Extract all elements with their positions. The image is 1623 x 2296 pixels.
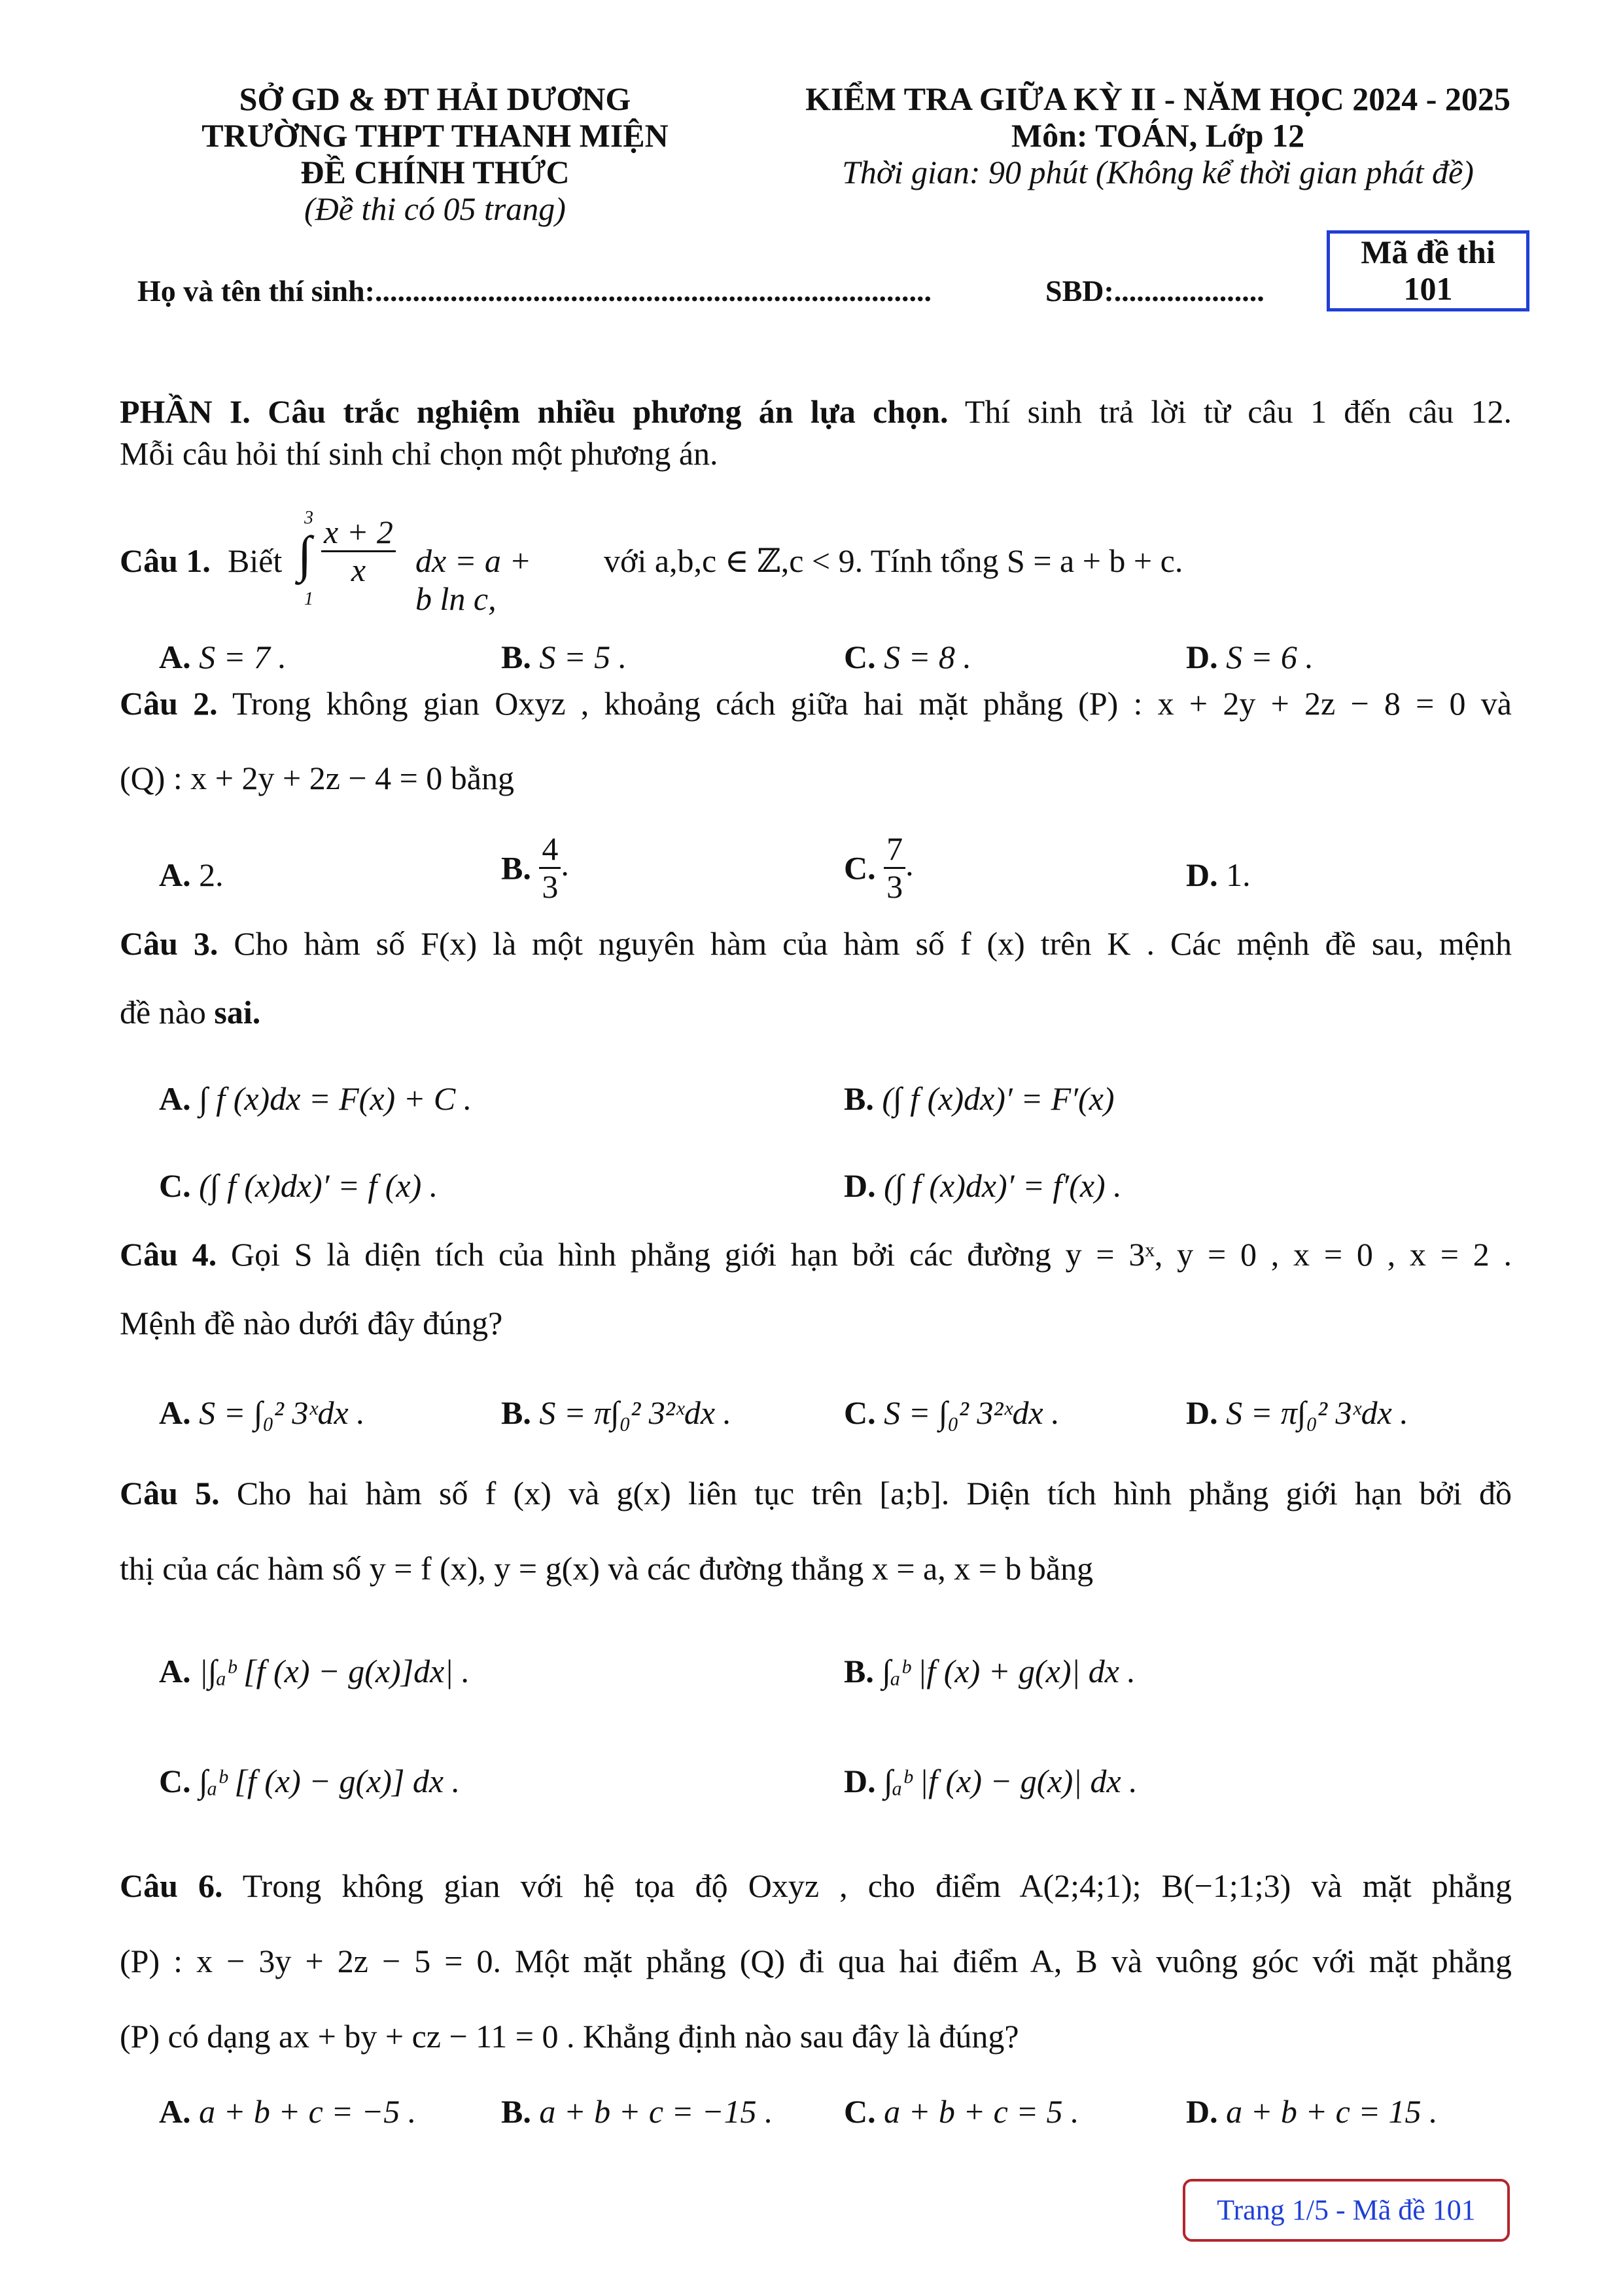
question-5-line1 xyxy=(120,1474,1512,1512)
q6-option-d-text: a + b + c = 15 . xyxy=(1226,2093,1438,2130)
q2-option-b-fraction xyxy=(539,831,561,905)
q1-option-d-letter: D. xyxy=(1186,639,1218,675)
q1-label: Câu 1. xyxy=(120,542,211,579)
q5-option-c[interactable] xyxy=(159,1762,460,1800)
q2-option-a[interactable] xyxy=(159,856,224,894)
q6-option-a-text: a + b + c = −5 . xyxy=(199,2093,417,2130)
q5-option-b-text: ∫ₐᵇ |f (x) + g(x)| dx . xyxy=(882,1653,1136,1689)
exam-code-value: 101 xyxy=(1403,270,1453,307)
header-school: TRƯỜNG THPT THANH MIỆN xyxy=(201,117,669,154)
q3-option-d-text: (∫ f (x)dx)′ = f′(x) . xyxy=(884,1167,1122,1204)
q3-option-a[interactable] xyxy=(159,1080,472,1118)
q4-option-d-letter: D. xyxy=(1186,1394,1218,1431)
q5-label: Câu 5. xyxy=(120,1475,220,1511)
q1-integral xyxy=(298,510,533,615)
student-name-line[interactable]: Họ và tên thí sinh:.......................................................................... xyxy=(137,274,932,308)
q1-option-d[interactable] xyxy=(1186,638,1314,676)
q4-option-c-letter: C. xyxy=(844,1394,876,1431)
q6-option-b-letter: B. xyxy=(501,2093,531,2130)
q3-label: Câu 3. xyxy=(120,925,218,962)
exam-title: KIỂM TRA GIỮA KỲ II - NĂM HỌC 2024 - 2025 xyxy=(805,80,1510,117)
q1-option-a-letter: A. xyxy=(159,639,191,675)
q4-label: Câu 4. xyxy=(120,1236,217,1273)
header-official: ĐỀ CHÍNH THỨC xyxy=(300,154,570,190)
question-5-line2: thị của các hàm số y = f (x), y = g(x) và các đường thẳng x = a, x = b bằng xyxy=(120,1550,1094,1587)
q2-option-b-num: 4 xyxy=(539,831,561,869)
question-4-line1 xyxy=(120,1235,1512,1273)
q6-option-b-text: a + b + c = −15 . xyxy=(539,2093,773,2130)
exam-duration: Thời gian: 90 phút (Không kể thời gian phát đề) xyxy=(842,154,1474,190)
q1-integral-sign: ∫ xyxy=(298,525,312,582)
q5-option-c-letter: C. xyxy=(159,1763,191,1799)
q6-option-d[interactable] xyxy=(1186,2093,1438,2130)
page-footer-text: Trang 1/5 - Mã đề 101 xyxy=(1217,2194,1476,2226)
q2-option-b[interactable]: B. $\frac{4}{3}$ . xyxy=(501,830,569,905)
q2-option-b-letter: B. xyxy=(501,849,531,887)
q3-line2-pre: đề nào xyxy=(120,994,215,1031)
q2-line1: Trong không gian Oxyz , khoảng cách giữa hai mặt phẳng (P) : x + 2y + 2z − 8 = 0 và xyxy=(232,685,1512,722)
q3-option-c-text: (∫ f (x)dx)′ = f (x) . xyxy=(199,1167,438,1204)
q1-upper-limit: 3 xyxy=(304,508,313,528)
q6-option-a-letter: A. xyxy=(159,2093,191,2130)
q6-option-c-text: a + b + c = 5 . xyxy=(884,2093,1079,2130)
part1-intro xyxy=(120,393,1512,431)
q3-option-d[interactable] xyxy=(844,1167,1122,1205)
question-1 xyxy=(120,510,1513,615)
question-6-line3: (P) có dạng ax + by + cz − 11 = 0 . Khẳng định nào sau đây là đúng? xyxy=(120,2018,1019,2055)
q2-option-c[interactable]: C. $\frac{7}{3}$ . xyxy=(844,830,914,905)
q3-option-a-text: ∫ f (x)dx = F(x) + C . xyxy=(199,1080,472,1117)
q6-option-c[interactable] xyxy=(844,2093,1079,2130)
part1-heading: PHẦN I. Câu trắc nghiệm nhiều phương án lựa chọn. xyxy=(120,393,949,430)
q2-option-b-den: 3 xyxy=(542,868,559,905)
page-footer-box xyxy=(1183,2179,1510,2242)
header-pages-note: (Đề thi có 05 trang) xyxy=(304,190,566,227)
q5-option-b-letter: B. xyxy=(844,1653,874,1689)
part1-instructions-1: Thí sinh trả lời từ câu 1 đến câu 12. xyxy=(948,393,1512,430)
question-3-line2 xyxy=(120,993,260,1031)
student-sbd-line[interactable]: SBD:.................... xyxy=(1045,274,1265,308)
q4-option-a-letter: A. xyxy=(159,1394,191,1431)
q5-option-a[interactable] xyxy=(159,1652,470,1690)
q4-option-c[interactable] xyxy=(844,1394,1060,1432)
q2-option-c-num: 7 xyxy=(884,831,905,869)
q1-option-c-letter: C. xyxy=(844,639,876,675)
q1-option-b-text: S = 5 . xyxy=(539,639,627,675)
exam-code-box xyxy=(1327,230,1529,311)
q4-option-b-letter: B. xyxy=(501,1394,531,1431)
q3-line1: Cho hàm số F(x) là một nguyên hàm của hàm số f (x) trên K . Các mệnh đề sau, mệnh xyxy=(234,925,1512,962)
q2-label: Câu 2. xyxy=(120,685,218,722)
question-6-line1 xyxy=(120,1867,1512,1905)
q4-line1: Gọi S là diện tích của hình phẳng giới hạn bởi các đường y = 3ˣ, y = 0 , x = 0 , x = 2 . xyxy=(231,1236,1512,1273)
q4-option-a-text: S = ∫₀² 3ˣdx . xyxy=(199,1394,365,1431)
question-4-line2: Mệnh đề nào dưới đây đúng? xyxy=(120,1305,503,1341)
q1-option-c[interactable] xyxy=(844,638,971,676)
q4-option-b[interactable] xyxy=(501,1394,731,1432)
q6-label: Câu 6. xyxy=(120,1867,223,1904)
q5-option-c-text: ∫ₐᵇ [f (x) − g(x)] dx . xyxy=(199,1763,461,1799)
q1-option-a-text: S = 7 . xyxy=(199,639,287,675)
question-2-line2: (Q) : x + 2y + 2z − 4 = 0 bằng xyxy=(120,760,514,796)
q5-option-b[interactable] xyxy=(844,1652,1136,1690)
q2-option-c-fraction xyxy=(884,831,905,905)
q2-option-c-den: 3 xyxy=(886,868,903,905)
q3-option-b-text: (∫ f (x)dx)′ = F′(x) xyxy=(882,1080,1115,1117)
q2-option-a-text: 2. xyxy=(199,857,224,893)
q5-option-d-text: ∫ₐᵇ |f (x) − g(x)| dx . xyxy=(884,1763,1138,1799)
q3-option-b-letter: B. xyxy=(844,1080,874,1117)
q3-option-c-letter: C. xyxy=(159,1167,191,1204)
q1-lower-limit: 1 xyxy=(304,589,313,609)
q3-option-d-letter: D. xyxy=(844,1167,876,1204)
q6-option-a[interactable] xyxy=(159,2093,416,2130)
q1-text-post: với a,b,c ∈ ℤ,c < 9. Tính tổng S = a + b + c. xyxy=(604,542,1183,579)
exam-subject: Môn: TOÁN, Lớp 12 xyxy=(1011,117,1305,154)
q5-option-d[interactable] xyxy=(844,1762,1138,1800)
q1-text-pre: Biết xyxy=(228,542,283,579)
q5-option-a-letter: A. xyxy=(159,1653,191,1689)
q2-option-d-letter: D. xyxy=(1186,857,1218,893)
q2-option-d[interactable] xyxy=(1186,856,1251,894)
q6-option-c-letter: C. xyxy=(844,2093,876,2130)
q3-option-b[interactable] xyxy=(844,1080,1115,1118)
q6-option-b[interactable] xyxy=(501,2093,773,2130)
q5-option-d-letter: D. xyxy=(844,1763,876,1799)
question-3-line1 xyxy=(120,925,1512,963)
q4-option-c-text: S = ∫₀² 3²ˣdx . xyxy=(884,1394,1060,1431)
q5-line1: Cho hai hàm số f (x) và g(x) liên tục trên [a;b]. Diện tích hình phẳng giới hạn bởi đồ xyxy=(236,1475,1512,1511)
q4-option-d[interactable] xyxy=(1186,1394,1408,1432)
q1-option-d-text: S = 6 . xyxy=(1226,639,1314,675)
question-6-line2: (P) : x − 3y + 2z − 5 = 0. Một mặt phẳng (Q) đi qua hai điểm A, B và vuông góc với mặt phẳng xyxy=(120,1943,1512,1979)
q5-option-a-text: |∫ₐᵇ [f (x) − g(x)]dx| . xyxy=(199,1653,470,1689)
exam-code-label: Mã đề thi xyxy=(1361,234,1495,270)
q1-fraction: $\frac{x + 2}{x}$ xyxy=(321,514,396,588)
q4-option-a[interactable] xyxy=(159,1394,365,1432)
q3-option-c[interactable] xyxy=(159,1167,438,1205)
q2-option-c-letter: C. xyxy=(844,849,876,887)
q1-option-b-letter: B. xyxy=(501,639,531,675)
q1-expr: dx = a + b ln c, xyxy=(415,542,532,617)
q2-option-d-text: 1. xyxy=(1226,857,1251,893)
q6-option-d-letter: D. xyxy=(1186,2093,1218,2130)
q4-option-d-text: S = π∫₀² 3ˣdx . xyxy=(1226,1394,1408,1431)
q4-option-b-text: S = π∫₀² 3²ˣdx . xyxy=(539,1394,732,1431)
q3-option-a-letter: A. xyxy=(159,1080,191,1117)
question-2-line1 xyxy=(120,684,1512,722)
q2-option-a-letter: A. xyxy=(159,857,191,893)
part1-instructions-2: Mỗi câu hỏi thí sinh chỉ chọn một phương án. xyxy=(120,435,718,472)
q1-option-b[interactable] xyxy=(501,638,627,676)
q3-line2-bold: sai. xyxy=(214,994,261,1031)
q6-line1: Trong không gian với hệ tọa độ Oxyz , cho điểm A(2;4;1); B(−1;1;3) và mặt phẳng xyxy=(242,1867,1512,1904)
q1-option-a[interactable] xyxy=(159,638,287,676)
header-dept: SỞ GD & ĐT HẢI DƯƠNG xyxy=(239,80,631,117)
q1-option-c-text: S = 8 . xyxy=(884,639,971,675)
